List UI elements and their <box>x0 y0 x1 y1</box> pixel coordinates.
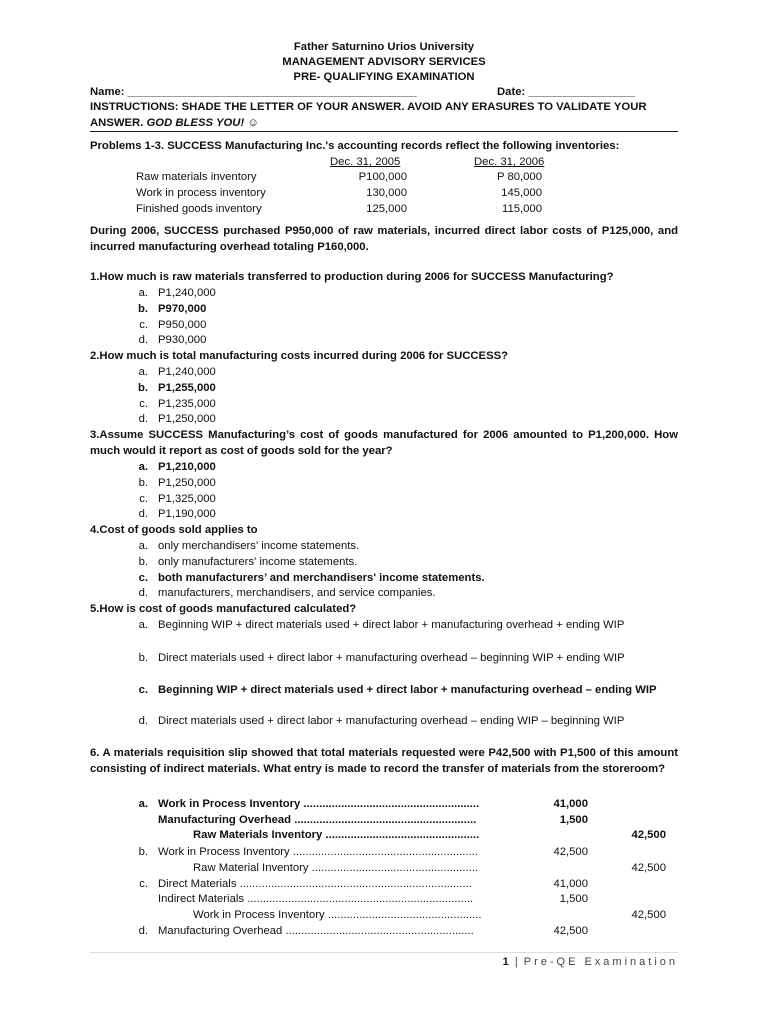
inventory-row-value-2006: 115,000 <box>502 203 542 215</box>
question-5-option-c-text: Beginning WIP + direct materials used + direct labor + manufacturing overhead – ending WIP <box>158 684 657 696</box>
inventory-row-value-2005: P100,000 <box>358 171 407 183</box>
entry-line: Manufacturing Overhead .......................................................... <box>158 814 477 826</box>
credit-amount: 42,500 <box>631 862 666 874</box>
question-1-stem: 1.How much is raw materials transferred to production during 2006 for SUCCESS Manufacturing? <box>90 271 614 283</box>
inventory-row-value-2006: 145,000 <box>501 187 542 199</box>
credit-amount: 42,500 <box>631 829 666 841</box>
question-3-stem: 3.Assume SUCCESS Manufacturing’s cost of goods manufactured for 2006 amounted to P1,200,000. How much would it report as cost of goods sold for the year? <box>90 429 678 457</box>
inventory-row-label: Work in process inventory <box>136 187 266 199</box>
debit-amount: 41,000 <box>553 878 588 890</box>
inventory-row-label: Raw materials inventory <box>136 171 257 183</box>
entry-line: Raw Materials Inventory ................................................. <box>193 829 480 841</box>
footer-separator: | <box>514 956 518 968</box>
question-4-stem: 4.Cost of goods sold applies to <box>90 524 258 536</box>
question-6-stem: 6. A materials requisition slip showed that total materials requested were P42,500 with P1,500 of this amount consisting of indirect materials. What entry is made to record the transfer of materials from the storeroom? <box>90 747 678 775</box>
department-title: MANAGEMENT ADVISORY SERVICES <box>282 56 486 68</box>
name-field: Name: ______________________________________________ <box>90 86 417 98</box>
debit-amount: 41,000 <box>553 798 588 810</box>
debit-amount: 42,500 <box>553 846 588 858</box>
inventory-row-value-2005: 125,000 <box>366 203 407 215</box>
date-field: Date: _________________ <box>497 86 636 98</box>
entry-line: Raw Material Inventory ..................................................... <box>193 862 479 874</box>
column-header-2005: Dec. 31, 2005 <box>330 156 401 168</box>
blessing-text: GOD BLESS YOU! ☺ <box>146 117 259 129</box>
exam-title: PRE- QUALIFYING EXAMINATION <box>293 71 475 83</box>
inventory-row-value-2006: P 80,000 <box>496 171 542 183</box>
inventory-row-label: Finished goods inventory <box>136 203 262 215</box>
entry-line: Indirect Materials ........................................................................ <box>158 893 474 905</box>
column-header-2006: Dec. 31, 2006 <box>474 156 545 168</box>
inventory-row-value-2005: 130,000 <box>366 187 407 199</box>
debit-amount: 1,500 <box>559 893 588 905</box>
debit-amount: 42,500 <box>553 925 588 937</box>
question-2-stem: 2.How much is total manufacturing costs incurred during 2006 for SUCCESS? <box>90 350 509 362</box>
problem-intro: Problems 1-3. SUCCESS Manufacturing Inc.'s accounting records reflect the following inventories: <box>90 140 620 152</box>
entry-line: Work in Process Inventory ................................................. <box>193 909 482 921</box>
instructions-line-1: INSTRUCTIONS: SHADE THE LETTER OF YOUR ANSWER. AVOID ANY ERASURES TO VALIDATE YOUR <box>90 101 647 113</box>
question-5-option-a-text: Beginning WIP + direct materials used + direct labor + manufacturing overhead + ending WIP <box>158 619 625 631</box>
page-footer <box>503 956 678 968</box>
university-title: Father Saturnino Urios University <box>293 41 475 53</box>
credit-amount: 42,500 <box>631 909 666 921</box>
page-number: 1 <box>502 956 509 968</box>
footer-title: Pre-QE Examination <box>523 956 678 968</box>
debit-amount: 1,500 <box>559 814 588 826</box>
question-5-option-b-text: Direct materials used + direct labor + manufacturing overhead – beginning WIP + ending WIP <box>158 652 625 664</box>
exam-page: Father Saturnino Urios University MANAGEMENT ADVISORY SERVICES PRE- QUALIFYING EXAMINATION Name: ______________________________________________ Date: _________________ INSTRUCTIONS: SHADE THE LETTER OF YOUR ANSWER. AVOID ANY ERASURES TO VALIDATE YOUR ANSWER. GOD BLESS YOU! ☺ Problems 1-3. SUCCESS Manufacturing Inc.'s accounting records reflect the following inventories: Dec. 31, 2005 Dec. 31, 2006 Raw materials inventory P100,000 P 80,000 Work in process inventory 130,000 145,000 Finished goods inventory 125,000 115,000 During 2006, SUCCESS purchased P950,000 of raw materials, incurred direct labor costs of P125,000, and incurred manufacturing overhead totaling P160,000. 1.How much is raw materials transferred to production during 2006 for SUCCESS Manufacturing? a. P1,240,000 b. P970,000 c. P950,000 d. P930,000 2.How much is total manufacturing costs incurred during 2006 for SUCCESS? a. P1,240,000 b. P1,255,000 c. P1,235,000 d. P1,250,000 3.Assume SUCCESS Manufacturing’s cost of goods manufactured for 2006 amounted to P1,200,000. How much would it report as cost of goods sold for the year? a. P1,210,000 b. P1,250,000 c. P1,325,000 d. P1,190,000 4.Cost of goods sold applies to a. only merchandisers' income statements. b. only manufacturers' income statements. c. both manufacturers’ and merchandisers' income statements. d. manufacturers, merchandisers, and service companies. 5.How is cost of goods manufactured calculated? a. Beginning WIP + direct materials used + direct labor + manufacturing overhead + ending WIP b. Direct materials used + direct labor + manufacturing overhead – beginning WIP + ending WIP c. Beginning WIP + direct materials used + direct labor + manufacturing overhead – ending WIP d. Direct materials used + direct labor + manufacturing overhead – ending WIP – beginning WIP 6. A materials requisition slip showed that total materials requested were P42,500 with P1,500 of this amount consisting of indirect materials. What entry is made to record the transfer of materials from the storeroom? a. Work in Process Inventory ........................................................ 41,000 Manufacturing Overhead .......................................................... 1,500 Raw Materials Inventory ................................................. 42,500 b. Work in Process Inventory ........................................................... 42,500 Raw Material Inventory ..................................................... 42,500 c. Direct Materials .......................................................................... 41,000 Indirect Materials ........................................................................ 1,500 Work in Process Inventory ................................................. 42,500 d. Manufacturing Overhead ............................................................ 42,500 1 | Pre-QE Examination <box>0 0 768 1024</box>
question-5-option-d-text: Direct materials used + direct labor + manufacturing overhead – ending WIP – beginning WIP <box>158 715 625 727</box>
footer-divider <box>90 952 678 953</box>
problem-narrative: During 2006, SUCCESS purchased P950,000 of raw materials, incurred direct labor costs of P125,000, and incurred manufacturing overhead totaling P160,000. <box>90 225 678 253</box>
instructions-line-2 <box>90 116 259 131</box>
question-5-stem: 5.How is cost of goods manufactured calculated? <box>90 603 357 615</box>
instructions-answer: ANSWER. <box>90 117 144 129</box>
header-divider <box>90 131 678 132</box>
